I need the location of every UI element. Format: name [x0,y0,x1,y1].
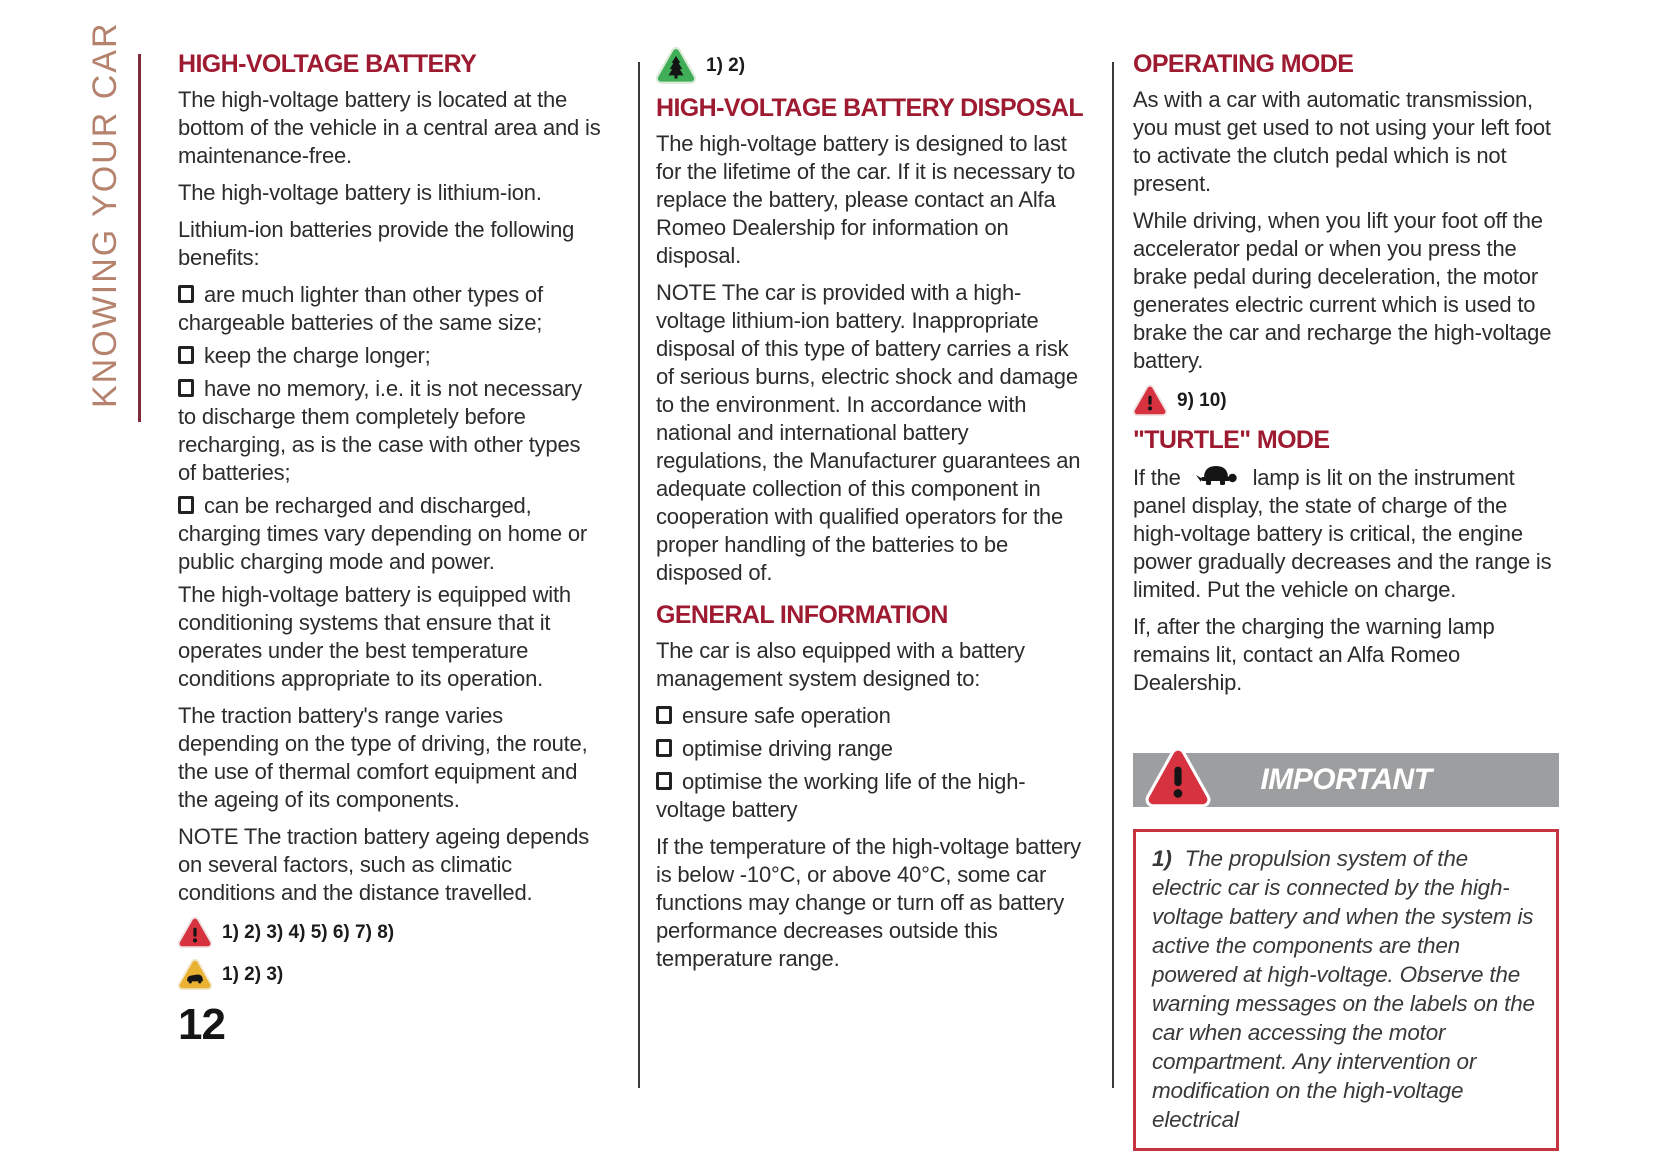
paragraph: The high-voltage battery is lithium-ion. [178,180,542,205]
bullet-item: optimise the working life of the high-voltage battery [656,768,1082,824]
paragraph: The high-voltage battery is equipped with conditioning systems that ensure that it operates under the best temperature conditions appropriate to its operation. [178,582,571,691]
page-number: 12 [178,1000,225,1049]
danger-warning-icon [178,916,212,950]
paragraph: The traction battery's range varies depending on the type of driving, the route, the use of thermal comfort equipment and the ageing of its components. [178,703,588,812]
paragraph: The high-voltage battery is designed to last for the lifetime of the car. If it is necessary to replace the battery, please contact an Alfa Romeo Dealership for information on disposal. [656,131,1076,268]
paragraph: Lithium-ion batteries provide the following benefits: [178,217,575,270]
section-heading: GENERAL INFORMATION [656,601,948,629]
important-note [1152,844,1540,1134]
turtle-paragraph [1133,462,1559,604]
warning-refs-row [178,916,604,950]
bullet-item: can be recharged and discharged, charging times vary depending on home or public charging mode and power. [178,492,604,576]
chapter-sidebar-label: KNOWING YOUR CAR [86,21,124,408]
bullet-list [178,281,604,576]
paragraph: The car is also equipped with a battery management system designed to: [656,638,1025,691]
note-ref: 1) [1152,846,1172,871]
bullet-item: have no memory, i.e. it is not necessary to discharge them completely before recharging, as is the case with other types of batteries; [178,375,604,487]
paragraph: NOTE The traction battery ageing depends on several factors, such as climatic conditions and the distance travelled. [178,824,590,905]
caution-warning-icon [178,958,212,992]
eco-refs-row [656,46,1082,86]
bullet-list [656,702,1082,824]
turtle-icon [1195,462,1239,488]
paragraph-list [178,86,604,272]
column-1 [178,50,604,1050]
paragraph-list [1133,86,1559,375]
paragraph-list [656,130,1082,587]
section-heading: HIGH-VOLTAGE BATTERY [178,50,477,78]
column-divider [1112,62,1114,1088]
bullet-item: are much lighter than other types of chargeable batteries of the same size; [178,281,604,337]
bullet-item: keep the charge longer; [178,342,604,370]
sidebar-rule [138,54,141,422]
warning-refs: 1) 2) 3) 4) 5) 6) 7) 8) [222,922,395,943]
bullet-item: optimise driving range [656,735,1082,763]
eco-refs: 1) 2) [706,55,746,76]
note-body: The propulsion system of the electric car is connected by the high-voltage battery and when the system is active the components are then powered at high-voltage. Observe the warning messages on the labels on the car when accessing the motor compartment. Any intervention or modification on the high-voltage electrical [1152,846,1535,1132]
bullet-item: ensure safe operation [656,702,1082,730]
important-note-box [1133,829,1559,1151]
section-heading: "TURTLE" MODE [1133,426,1330,454]
paragraph: NOTE The car is provided with a high-voltage lithium-ion battery. Inappropriate disposal of this type of battery carries a risk of serious burns, electric shock and damage to the environment. In accordance with national and international battery regulations, the Manufacturer guarantees an adequate collection of this component in cooperation with qualified operators for the proper handling of the batteries to be disposed of. [656,280,1081,585]
column-3 [1133,50,1559,1151]
text-before-turtle: If the [1133,465,1181,490]
column-2 [656,46,1082,982]
paragraph: If the temperature of the high-voltage battery is below -10°C, or above 40°C, some car functions may change or turn off as battery performance decreases outside this temperature range. [656,834,1081,971]
section-heading: OPERATING MODE [1133,50,1354,78]
danger-warning-icon [1133,384,1167,418]
caution-refs-row [178,958,604,992]
text-after-turtle: lamp is lit on the instrument panel display, the state of charge of the high-voltage battery is critical, the engine power gradually decreases and the range is limited. Put the vehicle on charge. [1133,465,1552,602]
caution-refs: 1) 2) 3) [222,964,284,985]
column-divider [638,62,640,1088]
important-icon [1145,746,1211,812]
section-heading: HIGH-VOLTAGE BATTERY DISPOSAL [656,94,1084,122]
paragraph: If, after the charging the warning lamp remains lit, contact an Alfa Romeo Dealership. [1133,614,1495,695]
paragraph: The high-voltage battery is located at the bottom of the vehicle in a central area and is maintenance-free. [178,87,601,168]
important-title: IMPORTANT [1260,763,1432,796]
paragraph: While driving, when you lift your foot off the accelerator pedal or when you press the brake pedal during deceleration, the motor generates electric current which is used to brake the car and recharge the high-voltage battery. [1133,208,1552,373]
paragraph: As with a car with automatic transmission, you must get used to not using your left foot to activate the clutch pedal which is not present. [1133,87,1551,196]
important-header-bar [1133,753,1559,807]
eco-warning-icon [656,46,696,86]
warning-refs-row [1133,384,1559,418]
paragraph-list [178,581,604,907]
warning-refs: 9) 10) [1177,390,1227,411]
